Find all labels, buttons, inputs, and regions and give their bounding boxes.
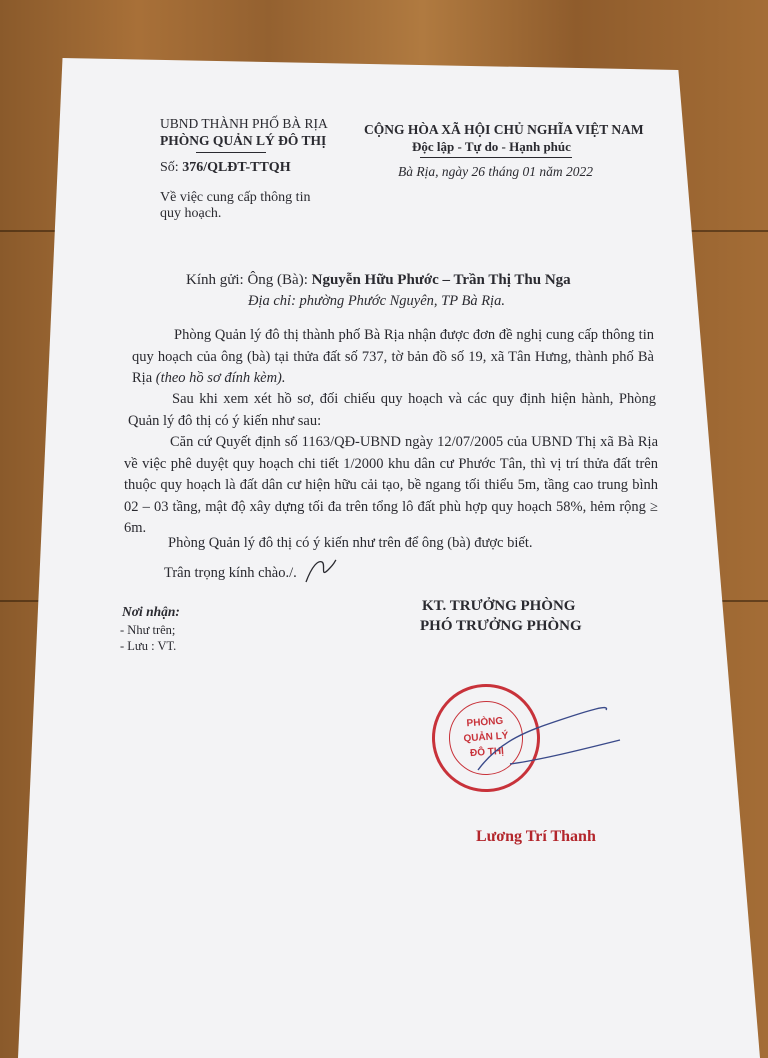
issue-date: Bà Rịa, ngày 26 tháng 01 năm 2022 (398, 164, 593, 179)
signer-name: Lương Trí Thanh (476, 828, 596, 845)
paragraph-1 (132, 325, 654, 390)
paragraph-3: Căn cứ Quyết định số 1163/QĐ-UBND ngày 12/07/2005 của UBND Thị xã Bà Rịa về việc phê duyệt quy hoạch chi tiết 1/2000 khu dân cư Phước Tân, thì vị trí thửa đất trên thuộc quy hoạch là đất dân cư hiện hữu cải tạo, bề ngang tối thiểu 5m, tầng cao trung bình 02 – 03 tầng, mật độ xây dựng tối đa trên tổng lô đất phù hợp quy hoạch 58%, hẻm rộng ≥ 6m. (124, 434, 658, 536)
country-name: CỘNG HÒA XÃ HỘI CHỦ NGHĨA VIỆT NAM (364, 122, 644, 137)
motto: Độc lập - Tự do - Hạnh phúc (412, 139, 571, 154)
doc-number-value: 376/QLĐT-TTQH (182, 160, 291, 175)
initial-mark-icon (300, 556, 340, 586)
doc-number (160, 160, 291, 176)
org-name: PHÒNG QUẢN LÝ ĐÔ THỊ (160, 133, 327, 148)
signature-title-2: PHÓ TRƯỞNG PHÒNG (420, 618, 582, 634)
recipient-line (186, 272, 571, 289)
paragraph-1-attachment: (theo hồ sơ đính kèm). (155, 370, 286, 386)
recipient-address: Địa chỉ: phường Phước Nguyên, TP Bà Rịa. (248, 293, 505, 309)
paragraph-4: Phòng Quản lý đô thị có ý kiến như trên để ông (bà) được biết. (168, 535, 533, 551)
recipient-names: Nguyễn Hữu Phước – Trần Thị Thu Nga (311, 272, 571, 288)
recipients-item-1: - Như trên; (120, 623, 176, 637)
handwritten-signature-icon (470, 700, 630, 790)
header-underline (196, 152, 266, 153)
recipients-item-2: - Lưu : VT. (120, 639, 177, 653)
signature-title-1: KT. TRƯỞNG PHÒNG (422, 598, 576, 614)
org-parent: UBND THÀNH PHỐ BÀ RỊA (160, 116, 328, 131)
subject-line-1: Về việc cung cấp thông tin (160, 190, 311, 205)
subject-line-2: quy hoạch. (160, 206, 222, 221)
recipients-title: Nơi nhận: (122, 604, 180, 619)
paragraph-2: Sau khi xem xét hồ sơ, đối chiếu quy hoạch và các quy định hiện hành, Phòng Quản lý đô thị có ý kiến như sau: (128, 391, 656, 429)
motto-underline (420, 157, 572, 158)
official-seal: PHÒNG QUẢN LÝ ĐÔ THỊ (428, 680, 543, 795)
paragraph-1-text: Phòng Quản lý đô thị thành phố Bà Rịa nhận được đơn đề nghị cung cấp thông tin quy hoạch của ông (bà) tại thửa đất số 737, tờ bản đồ số 19, xã Tân Hưng, thành phố Bà Rịa (132, 327, 654, 386)
greeting: Kính gửi: Ông (Bà): (186, 272, 308, 288)
doc-number-label: Số: (160, 160, 179, 175)
closing: Trân trọng kính chào./. (164, 565, 297, 581)
